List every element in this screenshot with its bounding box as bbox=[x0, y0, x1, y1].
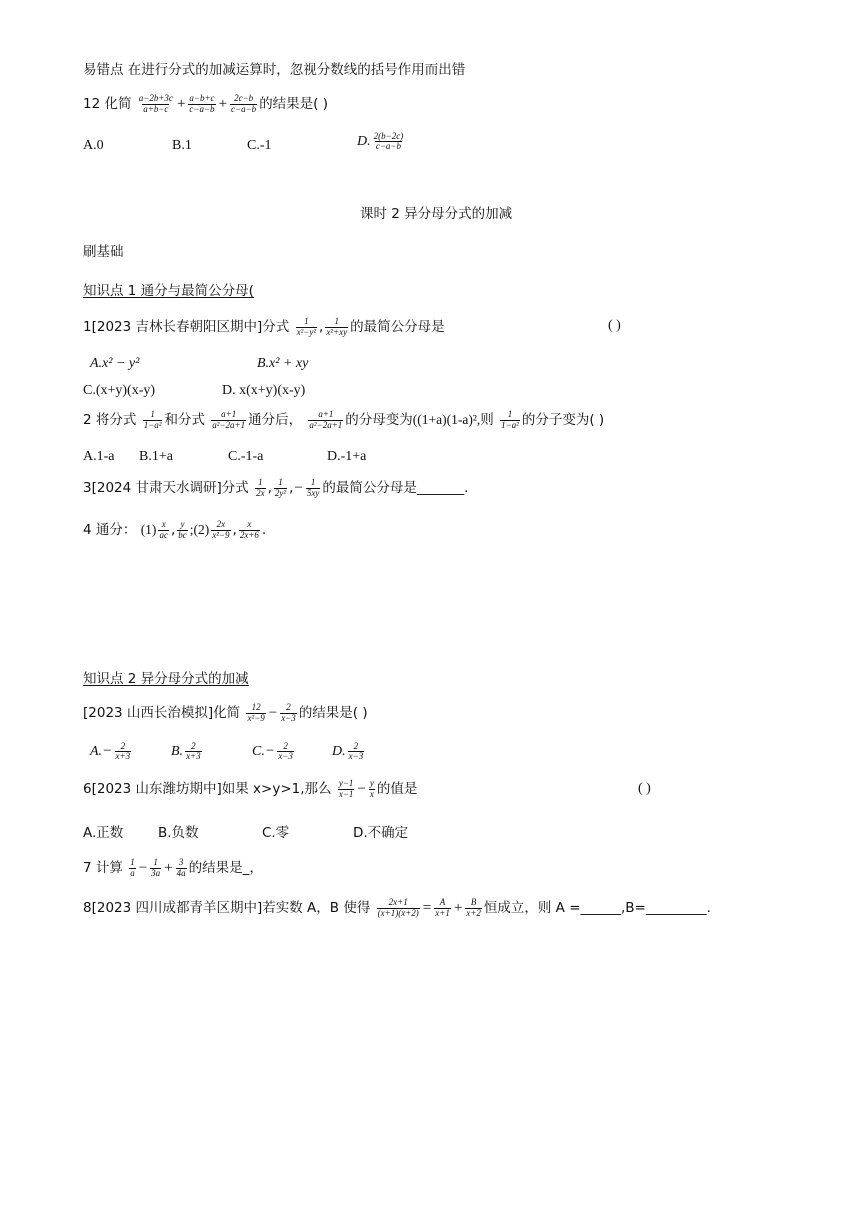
q3-fraction-2: $\frac{1}{\text{2y²}}$ bbox=[274, 477, 287, 498]
q1-option-d: D. x(x+y)(x-y) bbox=[222, 383, 306, 398]
q7-fraction-3: $\frac{3}{4a}$ bbox=[176, 857, 186, 878]
q4-part-2: ;(2) bbox=[189, 522, 210, 537]
basic-practice-title: 刷基础 bbox=[83, 244, 124, 260]
q12-fraction-2: $\frac{a-b+c}{c-a-b}$ bbox=[189, 93, 215, 114]
q7-fraction-2: $\frac{1}{3a}$ bbox=[151, 857, 161, 878]
q2-text-1: 和分式 bbox=[164, 412, 205, 428]
question-3: 3[2024 甘肃天水调研]分式 $\frac{1}{2x}$ , $\frac{1}{\text{2y²}}$ ,− $\frac{1}{5xy}$ 的最简公分母是_______. bbox=[83, 477, 469, 498]
q6-option-c: C.零 bbox=[262, 825, 290, 841]
q6-option-d: D.不确定 bbox=[353, 825, 409, 841]
error-prone-text: 易错点 在进行分式的加减运算时，忽视分数线的括号作用而出错 bbox=[83, 62, 466, 78]
q2-text-3: 的分母变为((1+a)(1-a)²,则 bbox=[345, 412, 494, 427]
q1-option-c: C.(x+y)(x-y) bbox=[83, 383, 156, 398]
q8-fraction-1: $\frac{2x+1}{(x+1)(x+2)}$ bbox=[377, 897, 419, 918]
q12-option-c: C.-1 bbox=[247, 138, 272, 153]
q1-option-a: A.x² − y² bbox=[90, 356, 140, 371]
q7-fraction-1: $\frac{1}{a}$ bbox=[130, 857, 135, 878]
q8-suffix: 恒成立，则 A =______,B=_________. bbox=[483, 900, 711, 916]
q6-fraction-1: $\frac{y-1}{x-1}$ bbox=[338, 778, 354, 799]
q2-fraction-2: $\frac{a+1}{\text{a²−2a+1}}$ bbox=[212, 409, 246, 430]
q6-suffix: 的值是 bbox=[376, 781, 418, 797]
question-2 bbox=[83, 408, 604, 430]
question-5: [2023 山西长治模拟]化简 $\frac{12}{\text{x²−9}}$ − $\frac{2}{x-3}$ 的结果是( ) bbox=[83, 702, 368, 723]
q2-fraction-1: $\frac{1}{\text{1−a²}}$ bbox=[143, 409, 162, 430]
q5-fraction-2: $\frac{2}{x-3}$ bbox=[281, 702, 296, 723]
q12-option-a: A.0 bbox=[83, 138, 104, 153]
q1-prefix: 1[2023 吉林长春朝阳区期中]分式 bbox=[83, 319, 290, 335]
q7-prefix: 7 计算 bbox=[83, 860, 123, 876]
q12-prefix: 12 化简 bbox=[83, 96, 132, 112]
knowledge-point-1-title: 知识点 1 通分与最简公分母( bbox=[83, 283, 254, 299]
q12-option-b: B.1 bbox=[172, 138, 192, 153]
q6-prefix: 6[2023 山东潍坊期中]如果 x>y>1,那么 bbox=[83, 781, 332, 797]
q4-fraction-1: $\frac{x}{ac}$ bbox=[159, 519, 168, 540]
q1-fraction-1: $\frac{1}{\text{x²−y²}}$ bbox=[296, 316, 317, 337]
question-7: 7 计算 $\frac{1}{a}$ − $\frac{1}{3a}$ + $\frac{3}{4a}$ 的结果是_， bbox=[83, 857, 263, 878]
q5-option-a: A.− $\frac{2}{x+3}$ bbox=[90, 741, 131, 762]
q5-option-c: C.− $\frac{2}{x-3}$ bbox=[252, 741, 293, 762]
q8-fraction-3: $\frac{B}{x+2}$ bbox=[466, 897, 481, 918]
q5-option-d: D. $\frac{2}{x-3}$ bbox=[332, 741, 364, 762]
q3-suffix: 的最简公分母是_______. bbox=[322, 480, 469, 496]
q1-option-b: B.x² + xy bbox=[257, 356, 309, 371]
q12-suffix: 的结果是( ) bbox=[259, 96, 329, 112]
q1-suffix: 的最简公分母是 bbox=[350, 319, 445, 335]
question-4: 4 通分： (1) $\frac{x}{ac}$ , $\frac{y}{bc}$ ;(2) $\frac{2x}{\text{x²−9}}$ , $\frac{x}{2x+6}$ . bbox=[83, 519, 267, 540]
q6-option-b: B.负数 bbox=[158, 825, 199, 841]
q5-option-b: B. $\frac{2}{x+3}$ bbox=[171, 741, 201, 762]
q2-text-2: 通分后， bbox=[248, 412, 303, 428]
q12-option-d: D. $\frac{2(b-2c)}{c-a-b}$ bbox=[357, 131, 404, 152]
q7-suffix: 的结果是_， bbox=[188, 860, 263, 876]
q6-option-a: A.正数 bbox=[83, 825, 124, 841]
q5-fraction-1: $\frac{12}{\text{x²−9}}$ bbox=[247, 702, 265, 723]
question-8: 8[2023 四川成都青羊区期中]若实数 A，B 使得 $\frac{2x+1}{(x+1)(x+2)}$ = $\frac{A}{x+1}$ + $\frac{B}{x+2}$ 恒成立，则 A =______,B=_________. bbox=[83, 897, 711, 918]
q2-option-c: C.-1-a bbox=[228, 449, 264, 464]
q3-fraction-3: $\frac{1}{5xy}$ bbox=[306, 477, 320, 498]
q2-option-b: B.1+a bbox=[139, 449, 173, 464]
lesson-title: 课时 2 异分母分式的加减 bbox=[360, 206, 513, 222]
q3-fraction-1: $\frac{1}{2x}$ bbox=[256, 477, 265, 498]
error-prone-heading bbox=[83, 58, 465, 78]
q2-option-d: D.-1+a bbox=[327, 449, 367, 464]
q2-fraction-3: $\frac{a+1}{\text{a²−2a+1}}$ bbox=[309, 409, 343, 430]
q3-prefix: 3[2024 甘肃天水调研]分式 bbox=[83, 480, 249, 496]
q1-fraction-2: $\frac{1}{\text{x²+xy}}$ bbox=[326, 316, 348, 337]
q4-fraction-3: $\frac{2x}{\text{x²−9}}$ bbox=[212, 519, 230, 540]
q4-fraction-2: $\frac{y}{bc}$ bbox=[178, 519, 187, 540]
q2-option-a: A.1-a bbox=[83, 449, 115, 464]
q2-fraction-4: $\frac{1}{\text{1−a²}}$ bbox=[501, 409, 519, 430]
q4-prefix: 4 通分： bbox=[83, 522, 137, 538]
question-6: 6[2023 山东潍坊期中]如果 x>y>1,那么 $\frac{y-1}{x-1}$ − $\frac{y}{x}$ 的值是 bbox=[83, 778, 418, 799]
q12-fraction-1: $\frac{a-2b+3c}{a+b-c}$ bbox=[138, 93, 173, 114]
q8-prefix: 8[2023 四川成都青羊区期中]若实数 A，B 使得 bbox=[83, 900, 371, 916]
question-12: 12 化简 $\frac{a-2b+3c}{a+b-c}$ + $\frac{a-b+c}{c-a-b}$ + $\frac{2c-b}{c-a-b}$ 的结果是( ) bbox=[83, 93, 329, 114]
q5-suffix: 的结果是( ) bbox=[298, 705, 368, 721]
q2-prefix: 2 将分式 bbox=[83, 412, 137, 428]
q1-answer-paren: ( ) bbox=[608, 318, 621, 333]
knowledge-point-2-title: 知识点 2 异分母分式的加减 bbox=[83, 671, 249, 687]
q4-part-1: (1) bbox=[140, 522, 157, 537]
q4-fraction-4: $\frac{x}{2x+6}$ bbox=[239, 519, 259, 540]
q2-suffix: 的分子变为( ) bbox=[521, 412, 605, 428]
q6-answer-paren: ( ) bbox=[638, 781, 651, 796]
question-1: 1[2023 吉林长春朝阳区期中]分式 $\frac{1}{\text{x²−y²}}$ , $\frac{1}{\text{x²+xy}}$ 的最简公分母是 bbox=[83, 316, 445, 337]
q5-prefix: [2023 山西长治模拟]化简 bbox=[83, 705, 241, 721]
q8-fraction-2: $\frac{A}{x+1}$ bbox=[435, 897, 450, 918]
q6-fraction-2: $\frac{y}{x}$ bbox=[369, 778, 374, 799]
q12-fraction-3: $\frac{2c-b}{c-a-b}$ bbox=[231, 93, 257, 114]
